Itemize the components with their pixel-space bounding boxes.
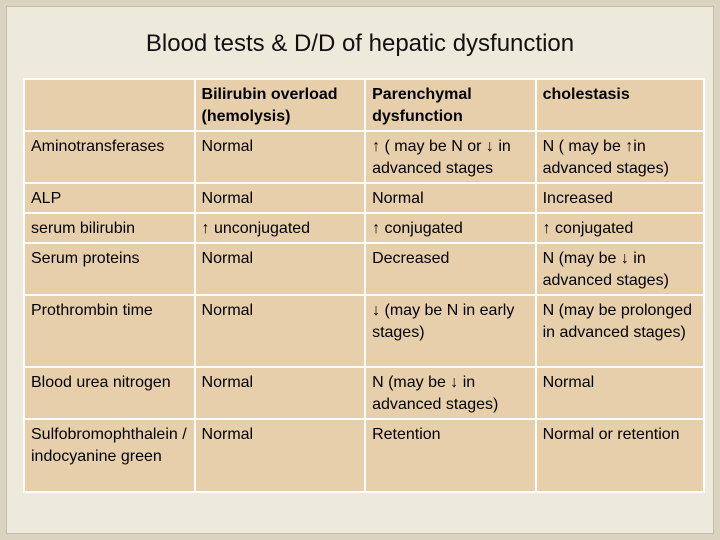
table-cell: Retention [365,419,536,492]
table-cell: Normal or retention [536,419,704,492]
table-cell: N (may be prolonged in advanced stages) [536,295,704,367]
table-row [24,295,704,367]
table-cell: ↓ (may be N in early stages) [365,295,536,367]
row-label: Prothrombin time [24,295,195,367]
table-cell: ↑ ( may be N or ↓ in advanced stages [365,131,536,183]
table-row [24,131,704,183]
table-cell: N ( may be ↑in advanced stages) [536,131,704,183]
table-cell: ↑ conjugated [365,213,536,243]
table-cell: Normal [195,131,366,183]
row-label: Sulfobromophthalein / indocyanine green [24,419,195,492]
comparison-table [23,78,705,493]
table-row [24,419,704,492]
table-row [24,183,704,213]
table-cell: Normal [195,243,366,295]
row-label: serum bilirubin [24,213,195,243]
table-cell: Increased [536,183,704,213]
table-cell: Decreased [365,243,536,295]
row-label: Blood urea nitrogen [24,367,195,419]
header-parenchymal: Parenchymal dysfunction [365,79,536,131]
table-row [24,243,704,295]
table-cell: Normal [365,183,536,213]
row-label: ALP [24,183,195,213]
header-cholestasis: cholestasis [536,79,704,131]
table-cell: Normal [195,367,366,419]
table-cell: Normal [536,367,704,419]
table-cell: Normal [195,295,366,367]
table-cell: N (may be ↓ in advanced stages) [365,367,536,419]
table-row [24,367,704,419]
row-label: Aminotransferases [24,131,195,183]
header-corner [24,79,195,131]
table-cell: ↑ unconjugated [195,213,366,243]
header-hemolysis: Bilirubin overload (hemolysis) [195,79,366,131]
table-cell: Normal [195,183,366,213]
header-row [24,79,704,131]
table-cell: ↑ conjugated [536,213,704,243]
slide-title: Blood tests & D/D of hepatic dysfunction [145,30,575,57]
table-cell: Normal [195,419,366,492]
row-label: Serum proteins [24,243,195,295]
table-cell: N (may be ↓ in advanced stages) [536,243,704,295]
table-row [24,213,704,243]
